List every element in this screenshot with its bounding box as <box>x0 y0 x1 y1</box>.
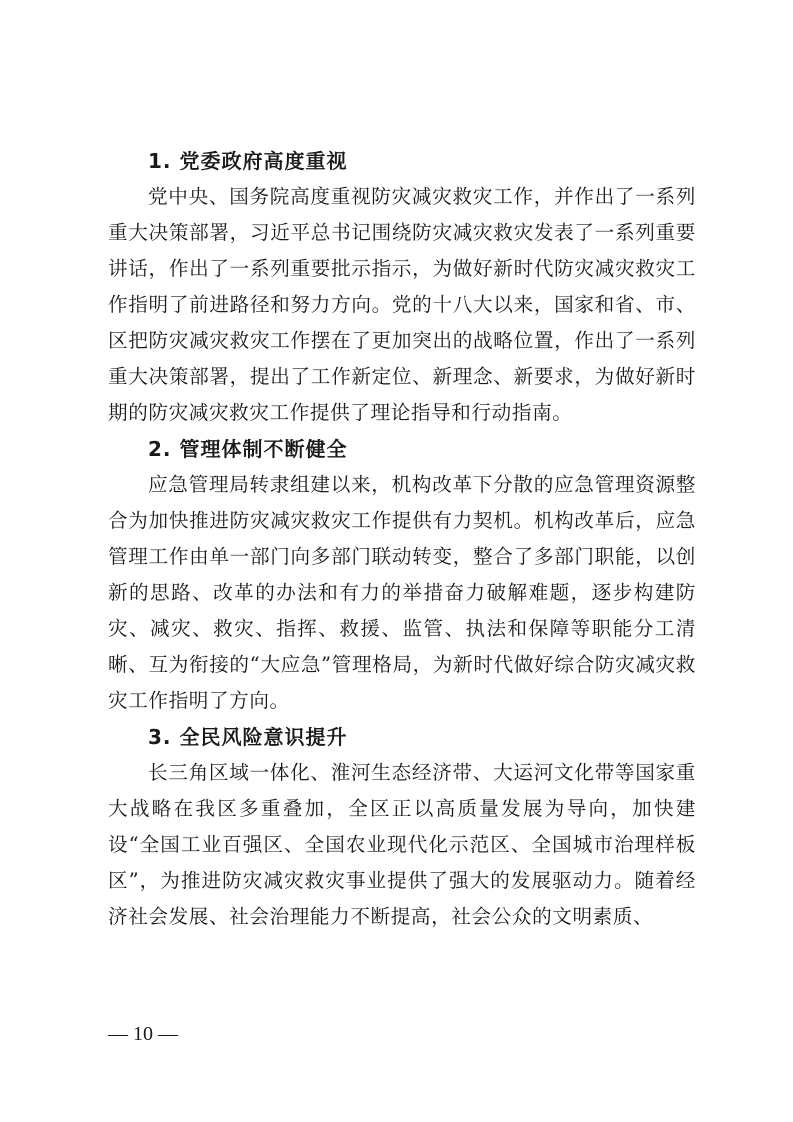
section-2 <box>108 431 696 719</box>
section-paragraph: 长三角区域一体化、淮河生态经济带、大运河文化带等国家重大战略在我区多重叠加，全区正以高质量发展为导向，加快建设“全国工业百强区、全国农业现代化示范区、全国城市治理样板区”，为推进防灾减灾救灾事业提供了强大的发展驱动力。随着经济社会发展、社会治理能力不断提高，社会公众的文明素质、 <box>108 761 696 928</box>
section-heading: 2. 管理体制不断健全 <box>148 437 348 461</box>
section-paragraph: 党中央、国务院高度重视防灾减灾救灾工作，并作出了一系列重大决策部署，习近平总书记围绕防灾减灾救灾发表了一系列重要讲话，作出了一系列重要批示指示，为做好新时代防灾减灾救灾工作指明了前进路径和努力方向。党的十八大以来，国家和省、市、区把防灾减灾救灾工作摆在了更加突出的战略位置，作出了一系列重大决策部署，提出了工作新定位、新理念、新要求，为做好新时期的防灾减灾救灾工作提供了理论指导和行动指南。 <box>108 185 696 424</box>
section-3 <box>108 719 696 935</box>
page-body <box>108 143 696 935</box>
section-1 <box>108 143 696 431</box>
section-heading: 3. 全民风险意识提升 <box>148 725 348 749</box>
section-heading: 1. 党委政府高度重视 <box>148 149 348 173</box>
page-number: — 10 — <box>108 1023 178 1045</box>
section-paragraph: 应急管理局转隶组建以来，机构改革下分散的应急管理资源整合为加快推进防灾减灾救灾工作提供有力契机。机构改革后，应急管理工作由单一部门向多部门联动转变，整合了多部门职能，以创新的思路、改革的办法和有力的举措奋力破解难题，逐步构建防灾、减灾、救灾、指挥、救援、监管、执法和保障等职能分工清晰、互为衔接的“大应急”管理格局，为新时代做好综合防灾减灾救灾工作指明了方向。 <box>108 473 696 712</box>
